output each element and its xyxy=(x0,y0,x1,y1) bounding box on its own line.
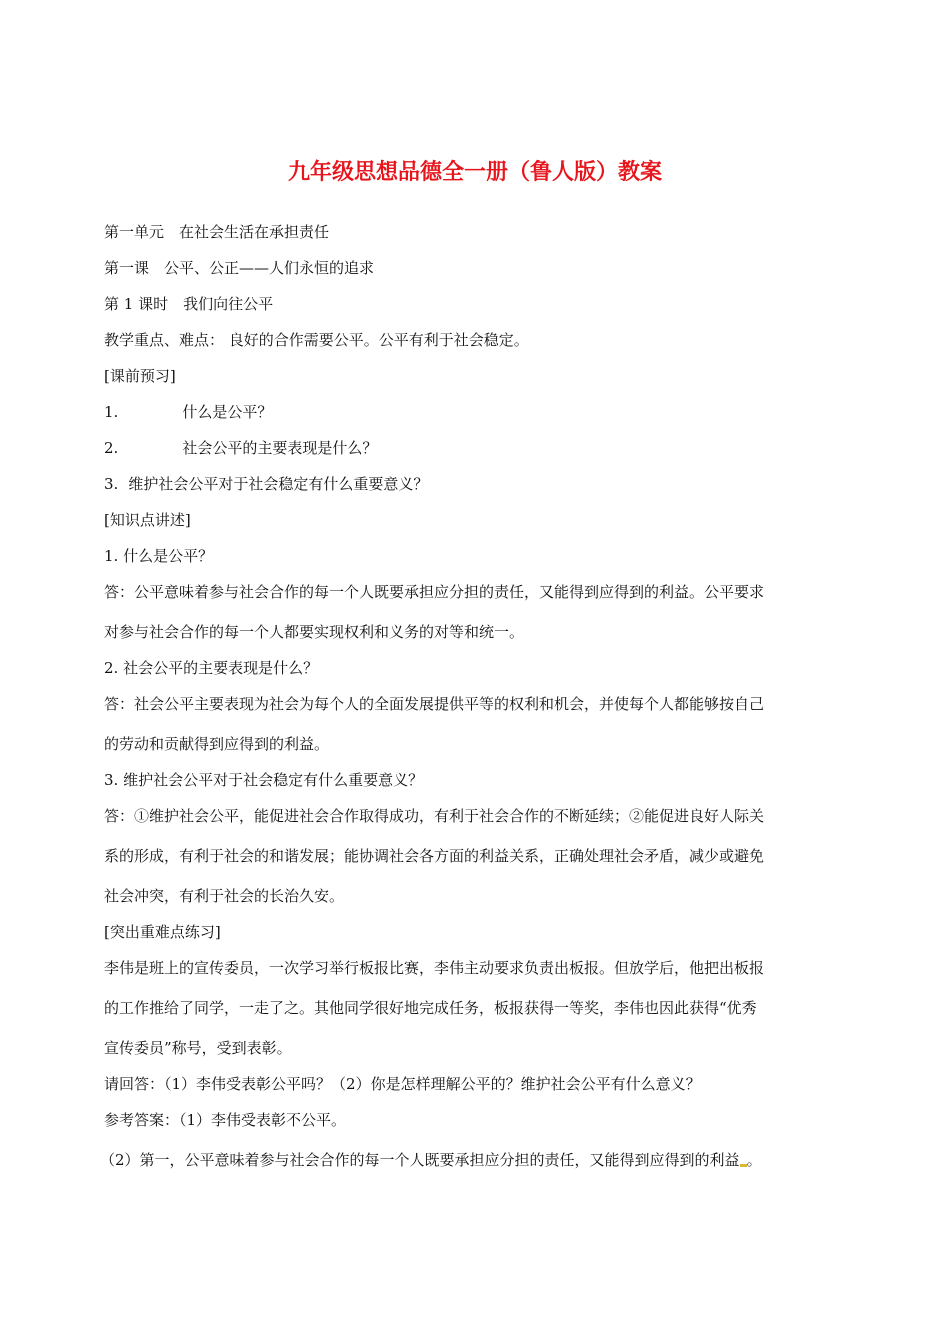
preview-item-number: 3. xyxy=(104,475,119,493)
preview-item xyxy=(104,473,848,495)
preview-item xyxy=(104,401,848,423)
practice-paragraph-line: 宣传委员”称号，受到表彰。 xyxy=(104,1039,292,1057)
knowledge-answer-line: 答：公平意味着参与社会合作的每一个人既要承担应分担的责任，又能得到应得到的利益。公平要求 xyxy=(104,583,765,601)
preview-item-text: 社会公平的主要表现是什么？ xyxy=(182,439,378,457)
knowledge-heading: [知识点讲述] xyxy=(104,511,191,529)
knowledge-answer-line: 系的形成，有利于社会的和谐发展；能协调社会各方面的利益关系，正确处理社会矛盾，减少或避免 xyxy=(104,847,765,865)
practice-heading: [突出重难点练习] xyxy=(104,923,221,941)
knowledge-answer-line: 的劳动和贡献得到应得到的利益。 xyxy=(104,735,330,753)
knowledge-question: 2. 社会公平的主要表现是什么？ xyxy=(104,659,319,677)
lesson-heading: 第一课 公平、公正——人们永恒的追求 xyxy=(104,259,375,277)
knowledge-answer-line: 社会冲突，有利于社会的长治久安。 xyxy=(104,887,345,905)
key-points: 教学重点、难点： 良好的合作需要公平。公平有利于社会稳定。 xyxy=(104,331,529,349)
knowledge-question: 1. 什么是公平？ xyxy=(104,547,214,565)
practice-paragraph-line: 李伟是班上的宣传委员，一次学习举行板报比赛，李伟主动要求负责出板报。但放学后，他把出板报 xyxy=(104,959,765,977)
answer-part-two-text: （2）第一，公平意味着参与社会合作的每一个人既要承担应分担的责任，又能得到应得到的利益 xyxy=(100,1151,740,1169)
period-heading: 第 1 课时 我们向往公平 xyxy=(104,295,274,313)
knowledge-answer-line: 答：社会公平主要表现为社会为每个人的全面发展提供平等的权利和机会，并使每个人都能够按自己 xyxy=(104,695,765,713)
practice-paragraph-line: 的工作推给了同学，一走了之。其他同学很好地完成任务，板报获得一等奖，李伟也因此获得“优秀 xyxy=(104,999,757,1017)
answer-part-two-end: 。 xyxy=(746,1151,762,1169)
knowledge-answer-line: 答：①维护社会公平，能促进社会合作取得成功，有利于社会合作的不断延续；②能促进良好人际关 xyxy=(104,807,765,825)
preview-item-text: 维护社会公平对于社会稳定有什么重要意义？ xyxy=(128,475,429,493)
reference-answer: 参考答案：（1）李伟受表彰不公平。 xyxy=(104,1111,347,1129)
knowledge-answer-line: 对参与社会合作的每一个人都要实现权利和义务的对等和统一。 xyxy=(104,623,525,641)
document-title: 九年级思想品德全一册（鲁人版）教案 xyxy=(287,160,662,185)
preview-item-number: 1. xyxy=(104,403,119,421)
highlight-mark xyxy=(740,1164,747,1167)
preview-heading: [课前预习] xyxy=(104,367,176,385)
preview-item xyxy=(104,437,848,459)
answer-part-two xyxy=(100,1149,844,1171)
knowledge-question: 3. 维护社会公平对于社会稳定有什么重要意义？ xyxy=(104,771,424,789)
practice-question: 请回答：（1）李伟受表彰公平吗？（2）你是怎样理解公平的？维护社会公平有什么意义？ xyxy=(104,1075,701,1093)
preview-item-number: 2. xyxy=(104,439,119,457)
preview-item-text: 什么是公平？ xyxy=(182,403,273,421)
unit-heading: 第一单元 在社会生活在承担责任 xyxy=(104,223,330,241)
